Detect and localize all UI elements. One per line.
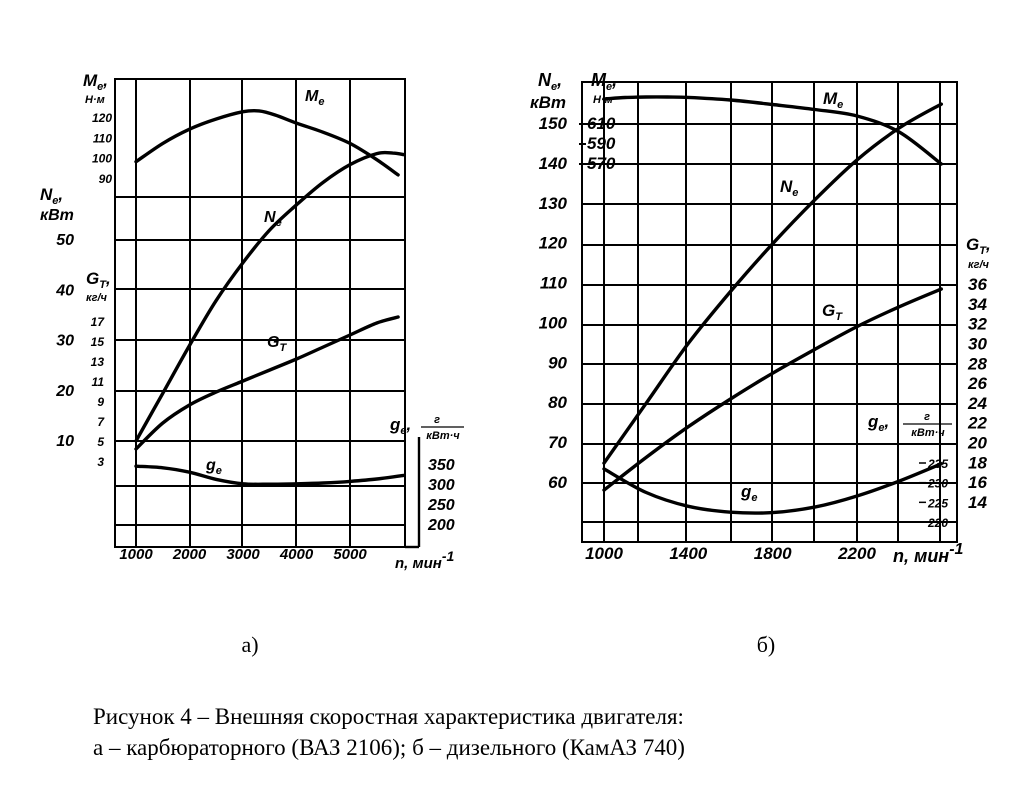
chart-a-gt-ticks xyxy=(91,315,106,469)
chart-a-ge-unit-num: г xyxy=(434,414,440,426)
panel-label-b: б) xyxy=(756,632,776,657)
chart-a-gt-tick-label: 17 xyxy=(90,315,104,329)
chart-b-gt-tick-label: 28 xyxy=(968,354,987,374)
chart-b-me-tick-label: 590 xyxy=(587,134,616,153)
chart-b-me-label-suffix: , xyxy=(612,70,618,90)
chart-a-gt-tick-label: 5 xyxy=(97,435,104,449)
chart-a-ne-ticks xyxy=(55,232,74,450)
chart-b-gt-tick-label: 20 xyxy=(968,433,987,453)
svg-text:GT, xyxy=(966,235,991,257)
chart-b-x-tick-label: 1400 xyxy=(669,544,708,563)
chart-a-gt-unit: кг/ч xyxy=(86,292,107,304)
chart-b-gt-tick-label: 26 xyxy=(968,374,987,394)
chart-b-me-ticks xyxy=(579,114,616,173)
chart-a-me-tick-label: 120 xyxy=(91,111,112,125)
chart-a-ne-axis-title xyxy=(40,185,74,224)
chart-b-gt-tick-label: 16 xyxy=(968,473,987,493)
chart-b-gt-axis-title xyxy=(966,235,991,271)
svg-text:n, мин-1 xyxy=(395,548,454,572)
chart-a-me-tick-label: 100 xyxy=(91,151,112,166)
chart-a xyxy=(40,71,464,572)
chart-b-gt-tick-label: 14 xyxy=(968,493,987,512)
chart-b-x-label: n, мин xyxy=(893,546,950,566)
chart-a-x-label: n, мин xyxy=(395,555,442,572)
chart-b-ne-tick-label: 150 xyxy=(538,114,567,133)
chart-b-x-tick-label: 1000 xyxy=(585,544,623,563)
chart-b-ne-label: N xyxy=(538,70,551,90)
chart-b-ge-tick-label: 225 xyxy=(928,496,949,511)
chart-a-me-axis-title xyxy=(83,71,108,106)
chart-b-ne-tick-label: 140 xyxy=(538,153,567,173)
chart-a-gt-curve-label: $G_T$ xyxy=(267,334,287,354)
chart-b-x-tick-label: 2200 xyxy=(838,544,876,563)
svg-text:n, мин-1 xyxy=(893,541,964,566)
chart-a-ge-ticks xyxy=(427,457,455,534)
chart-b-ge-unit-den: кВт·ч xyxy=(911,427,945,439)
chart-a-x-label-sup: -1 xyxy=(441,548,455,564)
chart-a-me-label-suffix: , xyxy=(103,71,109,90)
chart-a-me-label: M xyxy=(83,71,98,90)
chart-b-gt-tick-label: 22 xyxy=(968,413,987,433)
svg-text:Me, xyxy=(83,71,108,93)
svg-text:ge, xyxy=(389,415,411,437)
chart-b-gt-label-sub: T xyxy=(979,245,986,257)
chart-a-ne-curve xyxy=(136,153,407,441)
chart-a-gt-tick-label: 7 xyxy=(97,415,104,429)
svg-text:Ne, xyxy=(40,185,63,207)
chart-a-ne-unit: кВт xyxy=(40,207,74,224)
chart-a-ne-label-suffix: , xyxy=(58,185,64,204)
chart-a-ge-tick-label: 300 xyxy=(428,477,455,494)
chart-a-ne-tick-label: 30 xyxy=(56,332,74,350)
chart-b-x-label-sup: -1 xyxy=(949,541,964,558)
chart-b-gt-tick-label: 30 xyxy=(968,334,987,354)
chart-a-me-curve xyxy=(136,111,398,175)
chart-a-gt-tick-label: 3 xyxy=(97,455,104,469)
chart-a-ge-curve-label: $g_e$ xyxy=(206,457,222,477)
chart-b-ge-tick-label: 235 xyxy=(928,457,949,471)
chart-a-ne-tick-label: 20 xyxy=(56,382,74,400)
chart-b-gt-ticks xyxy=(967,275,987,512)
chart-a-x-ticks xyxy=(119,546,367,563)
chart-b-gt-tick-label: 24 xyxy=(968,393,987,413)
chart-a-ge-label-suffix: , xyxy=(406,415,412,434)
chart-b-ne-unit: кВт xyxy=(530,93,567,112)
chart-b-me-label: M xyxy=(591,70,606,90)
svg-text:ge, xyxy=(867,412,889,434)
chart-a-ge-tick-label: 250 xyxy=(428,497,455,514)
chart-b-ne-axis-title xyxy=(530,70,566,112)
chart-a-x-tick-label: 5000 xyxy=(333,546,367,563)
chart-b-me-label-sub: e xyxy=(606,81,613,93)
chart-b-ne-tick-label: 90 xyxy=(548,353,567,373)
chart-a-gt-tick-label: 13 xyxy=(90,355,104,369)
chart-a-x-tick-label: 4000 xyxy=(279,546,314,563)
chart-a-gt-tick-label: 15 xyxy=(90,335,104,349)
chart-b-gt-tick-label: 32 xyxy=(968,314,987,334)
chart-b-ge-tick-label: 230 xyxy=(928,476,949,491)
chart-a-ge-unit-den: кВт·ч xyxy=(426,430,460,442)
chart-a-ne-tick-label: 50 xyxy=(56,232,74,249)
chart-a-ne-tick-label: 10 xyxy=(56,433,74,450)
chart-b-gt-tick-label: 36 xyxy=(968,275,987,294)
chart-a-ne-label: N xyxy=(40,185,53,204)
chart-a-series xyxy=(136,111,407,485)
chart-a-gt-tick-label: 11 xyxy=(91,375,104,389)
chart-a-ge-label: g xyxy=(390,415,401,434)
chart-b-me-curve-label: $M_e$ xyxy=(823,89,844,111)
chart-b-gt-tick-label: 34 xyxy=(968,294,987,314)
chart-b-ne-tick-label: 130 xyxy=(538,193,567,213)
chart-b-gt-curve-label: $G_T$ xyxy=(822,301,842,323)
chart-b-me-unit: Н·м xyxy=(593,94,613,106)
chart-b-ne-tick-label: 60 xyxy=(548,473,567,492)
chart-a-x-axis-title xyxy=(395,548,454,572)
chart-a-gt-label: G xyxy=(86,269,100,288)
chart-b-ge-curve-label: $g_e$ xyxy=(741,482,758,504)
chart-b-gt-label-suffix: , xyxy=(985,235,991,254)
figure-caption-line-1: Рисунок 4 – Внешняя скоростная характеристика двигателя: xyxy=(93,704,684,729)
chart-b-ne-tick-label: 80 xyxy=(548,393,567,413)
chart-a-x-tick-label: 2000 xyxy=(172,546,207,563)
chart-b-ne-label-suffix: , xyxy=(557,70,563,90)
chart-a-me-curve-label: $M_e$ xyxy=(305,88,325,108)
chart-a-me-label-sub: e xyxy=(97,81,104,93)
chart-a-ne-tick-label: 40 xyxy=(56,282,74,300)
chart-b-ne-tick-label: 110 xyxy=(539,273,567,293)
figure-caption-line-2: а – карбюраторного (ВАЗ 2106); б – дизельного (КамАЗ 740) xyxy=(93,735,685,760)
chart-a-me-tick-label: 90 xyxy=(98,172,112,186)
chart-b-ge-label-sub: e xyxy=(878,422,885,434)
chart-a-ge-curve xyxy=(136,466,404,484)
chart-b-ne-tick-label: 120 xyxy=(538,233,567,253)
chart-b-ge-tick-label: 220 xyxy=(928,516,949,530)
chart-a-me-ticks xyxy=(92,111,112,186)
chart-b-me-tick-label: 610 xyxy=(587,114,616,133)
chart-b-x-ticks xyxy=(585,544,876,563)
chart-b-x-axis-title xyxy=(893,541,964,566)
chart-a-x-tick-label: 3000 xyxy=(226,546,260,563)
chart-b-ne-ticks xyxy=(539,114,568,492)
chart-a-ge-axis-title xyxy=(389,414,464,442)
chart-b-me-tick-label: 570 xyxy=(587,154,616,173)
chart-a-ge-label-sub: e xyxy=(400,425,407,437)
chart-a-grid xyxy=(115,79,419,547)
chart-b-gt-label: G xyxy=(966,235,980,254)
chart-a-ge-tick-label: 350 xyxy=(428,457,455,474)
chart-a-gt-label-suffix: , xyxy=(105,269,111,288)
chart-b xyxy=(530,70,991,566)
chart-a-ne-curve-label: $N_e$ xyxy=(264,209,282,229)
chart-b-gt-tick-label: 18 xyxy=(968,453,987,473)
chart-a-ge-tick-label: 200 xyxy=(428,517,455,534)
chart-a-x-tick-label: 1000 xyxy=(119,546,153,563)
chart-b-ne-curve-label: $N_e$ xyxy=(780,177,799,199)
chart-b-ne-tick-label: 100 xyxy=(538,313,567,333)
chart-b-ne-label-sub: e xyxy=(551,81,558,93)
svg-text:GT, xyxy=(86,269,111,291)
chart-a-gt-axis-title xyxy=(86,269,111,304)
svg-text:Me, xyxy=(591,70,617,93)
chart-b-grid xyxy=(582,82,957,542)
chart-b-x-tick-label: 1800 xyxy=(753,544,792,563)
chart-b-gt-unit: кг/ч xyxy=(968,259,989,271)
chart-a-me-tick-label: 110 xyxy=(92,131,112,146)
chart-b-ge-label-suffix: , xyxy=(884,412,890,431)
chart-b-ne-tick-label: 70 xyxy=(548,433,567,453)
chart-b-ge-label: g xyxy=(868,412,879,431)
svg-text:Ne, xyxy=(538,70,562,93)
panel-label-a: а) xyxy=(241,632,259,657)
chart-a-me-unit: Н·м xyxy=(85,94,105,106)
chart-a-gt-tick-label: 9 xyxy=(97,395,104,409)
chart-b-ge-unit-num: г xyxy=(924,411,930,423)
chart-a-gt-label-sub: T xyxy=(99,279,106,291)
chart-a-ne-label-sub: e xyxy=(52,195,59,207)
